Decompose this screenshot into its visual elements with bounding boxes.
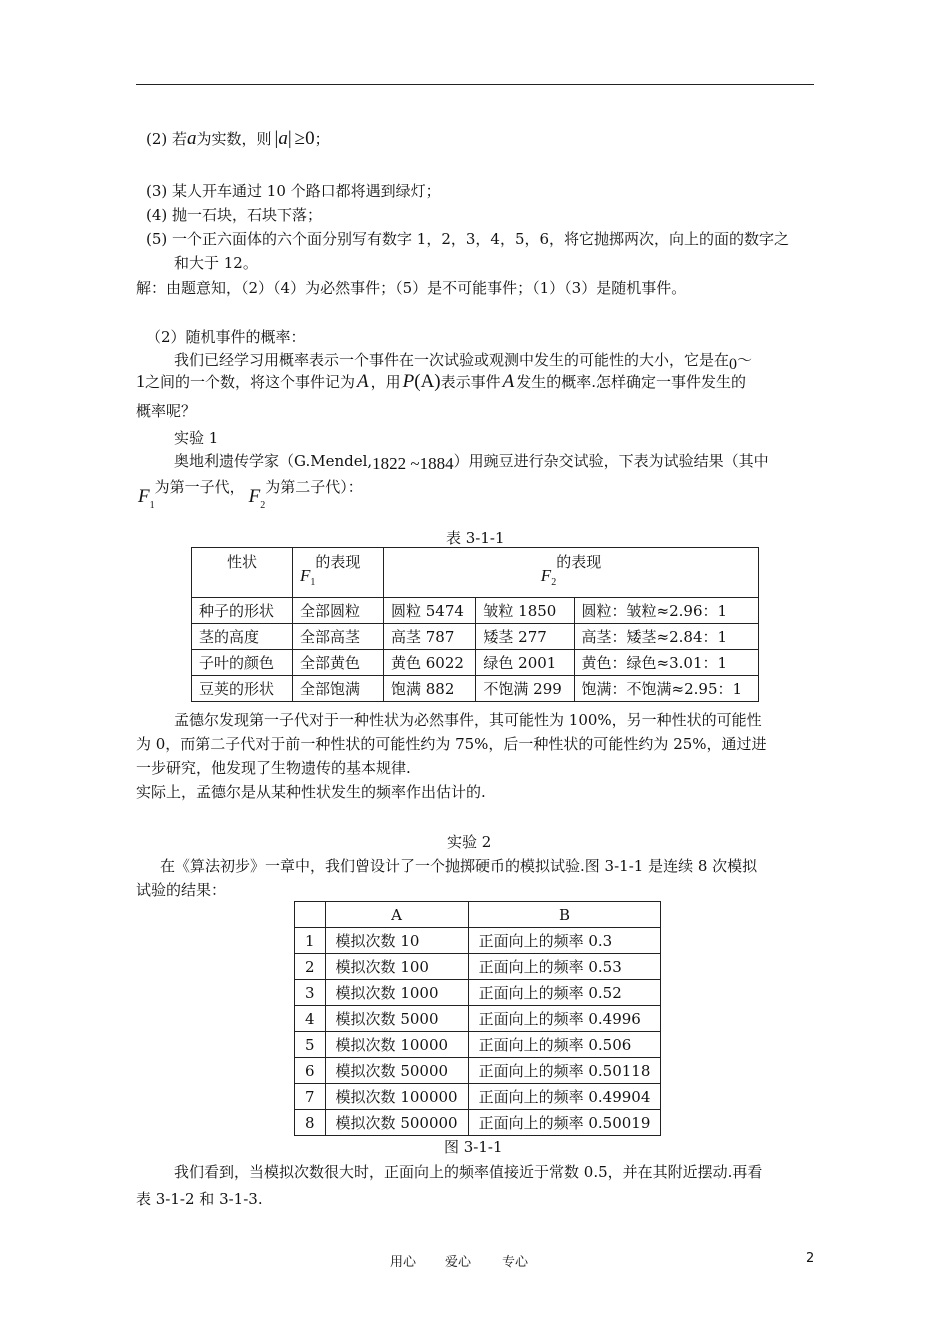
para-text: 之间的一个数，将这个事件记为 [145, 373, 356, 391]
exp1-years: 1822 ~1884 [372, 454, 454, 473]
item-2-end: ； [314, 130, 330, 148]
table-cell: 子叶的颜色 [192, 650, 293, 676]
table-cell: 不饱满 299 [476, 676, 574, 702]
exp1-text: 奥地利遗传学家（G.Mendel, [174, 452, 373, 470]
table-cell: 模拟次数 100000 [325, 1084, 468, 1110]
math-f2: F [248, 486, 261, 507]
table-row [295, 980, 661, 1006]
para-text: 表示事件 [440, 373, 501, 391]
header-f1 [293, 548, 384, 598]
table-cell: 圆粒 5474 [384, 598, 476, 624]
row-number: 4 [295, 1006, 326, 1032]
math-f2-sub: 2 [260, 500, 266, 511]
item-2-prefix: (2) 若 [146, 130, 188, 148]
math-f1-header: F [300, 566, 311, 585]
table-cell: 正面向上的频率 0.49904 [468, 1084, 661, 1110]
table1-caption: 表 3-1-1 [446, 529, 505, 547]
math-f1-header-sub: 1 [310, 577, 316, 588]
math-p: P [402, 371, 415, 392]
exp1-conclusion-line1: 孟德尔发现第一子代对于一种性状为必然事件，其可能性为 100%，另一种性状的可能性 [174, 711, 762, 729]
table-row [295, 1084, 661, 1110]
item-4: (4) 抛一石块，石块下落； [146, 206, 323, 224]
row-number: 5 [295, 1032, 326, 1058]
row-number: 3 [295, 980, 326, 1006]
table-row [295, 1110, 661, 1136]
exp1-text: ）用豌豆进行杂交试验，下表为试验结果（其中 [453, 452, 769, 470]
exp2-conclusion-line1: 我们看到，当模拟次数很大时，正面向上的频率值接近于常数 0.5，并在其附近摆动.再看 [174, 1163, 763, 1181]
table-cell: 圆粒：皱粒≈2.96：1 [574, 598, 758, 624]
table-row [192, 598, 759, 624]
table-cell: 正面向上的频率 0.53 [468, 954, 661, 980]
footer-motto-3: 专心 [502, 1255, 529, 1270]
section-para-line3: 概率呢？ [136, 402, 197, 420]
exp1-text: 为第一子代， [154, 478, 245, 496]
para-text: 发生的概率.怎样确定一事件发生的 [516, 373, 747, 391]
table-cell: 高茎：矮茎≈2.84：1 [574, 624, 758, 650]
para-text: 我们已经学习用概率表示一个事件在一次试验或观测中发生的可能性的大小，它是在 [174, 351, 730, 369]
table-cell: 绿色 2001 [476, 650, 574, 676]
table-cell: 黄色：绿色≈3.01：1 [574, 650, 758, 676]
math-pa: (A) [414, 371, 441, 392]
math-event-a: A [357, 371, 369, 392]
table-cell: 皱粒 1850 [476, 598, 574, 624]
para-text: ，用 [370, 373, 401, 391]
item-2: (2) 若a为实数，则 |a| ≥0； [146, 128, 330, 149]
math-zero: 0 [729, 356, 738, 373]
table-cell: 模拟次数 5000 [325, 1006, 468, 1032]
table-cell: 茎的高度 [192, 624, 293, 650]
table-cell: 正面向上的频率 0.4996 [468, 1006, 661, 1032]
math-f2-header: F [540, 566, 552, 585]
table-cell: 矮茎 277 [476, 624, 574, 650]
table-cell: 正面向上的频率 0.50118 [468, 1058, 661, 1084]
exp1-title: 实验 1 [174, 429, 219, 447]
header-f2 [384, 548, 759, 598]
math-f2-header-sub: 2 [551, 577, 557, 588]
item-5-line2: 和大于 12。 [174, 254, 258, 272]
table-cell: 模拟次数 50000 [325, 1058, 468, 1084]
exp1-conclusion-line2: 为 0，而第二子代对于前一种性状的可能性约为 75%，后一种性状的可能性约为 25%，通过进 [136, 735, 767, 753]
math-tilde: ～ [737, 351, 753, 369]
table-3-1-1 [191, 547, 759, 702]
table-cell: 高茎 787 [384, 624, 476, 650]
table-cell: 正面向上的频率 0.506 [468, 1032, 661, 1058]
header-f2-text: 的表现 [556, 553, 602, 571]
exp2-conclusion-line2: 表 3-1-2 和 3-1-3. [136, 1190, 263, 1208]
row-number: 2 [295, 954, 326, 980]
table-cell: 正面向上的频率 0.50019 [468, 1110, 661, 1136]
table-cell: 饱满：不饱满≈2.95：1 [574, 676, 758, 702]
exp1-line2 [138, 476, 363, 511]
figure-3-1-1-table [294, 901, 661, 1136]
exp2-line1: 在《算法初步》一章中，我们曾设计了一个抛掷硬币的模拟试验.图 3-1-1 是连续 8 次模拟 [160, 857, 758, 875]
table2-header-row [295, 902, 661, 928]
item-2-middle: 为实数，则 [196, 130, 272, 148]
item-3: (3) 某人开车通过 10 个路口都将遇到绿灯； [146, 182, 441, 200]
column-b-header: B [468, 902, 661, 928]
header-rule [136, 84, 814, 85]
table-row [295, 954, 661, 980]
table-cell: 正面向上的频率 0.3 [468, 928, 661, 954]
table-cell: 正面向上的频率 0.52 [468, 980, 661, 1006]
table-cell: 饱满 882 [384, 676, 476, 702]
table-cell: 模拟次数 500000 [325, 1110, 468, 1136]
table-cell: 模拟次数 10000 [325, 1032, 468, 1058]
page-number: 2 [806, 1251, 815, 1266]
header-f1-text: 的表现 [315, 553, 361, 571]
table-cell: 模拟次数 100 [325, 954, 468, 980]
table-row [295, 1058, 661, 1084]
footer-motto-2: 爱心 [445, 1255, 472, 1270]
table-row [192, 624, 759, 650]
table-cell: 全部饱满 [293, 676, 384, 702]
table-cell: 模拟次数 1000 [325, 980, 468, 1006]
header-trait: 性状 [192, 548, 293, 598]
item-2-relation: ≥0 [294, 128, 315, 149]
table1-header-row [192, 548, 759, 598]
exp1-line1 [174, 450, 769, 474]
exp1-conclusion-line4: 实际上，孟德尔是从某种性状发生的频率作出估计的. [136, 783, 486, 801]
exp1-text: 为第二子代）： [265, 478, 363, 496]
table-row [192, 650, 759, 676]
table-row [295, 928, 661, 954]
math-one: 1 [136, 371, 145, 391]
footer-motto-1: 用心 [390, 1255, 417, 1270]
item-2-variable: a [187, 128, 197, 149]
row-number: 7 [295, 1084, 326, 1110]
table-cell: 全部黄色 [293, 650, 384, 676]
row-number: 6 [295, 1058, 326, 1084]
table-row [295, 1032, 661, 1058]
section-para-line2 [136, 371, 746, 393]
exp2-title: 实验 2 [447, 833, 492, 851]
row-number: 1 [295, 928, 326, 954]
table-row [192, 676, 759, 702]
figure-caption: 图 3-1-1 [444, 1138, 503, 1156]
column-a-header: A [325, 902, 468, 928]
solution: 解：由题意知，（2）（4）为必然事件；（5）是不可能事件；（1）（3）是随机事件。 [136, 279, 687, 297]
table-cell-corner [295, 902, 326, 928]
exp2-line2: 试验的结果： [136, 881, 227, 899]
table-cell: 全部高茎 [293, 624, 384, 650]
item-2-abs-value: a [278, 128, 288, 149]
math-f1: F [138, 486, 150, 507]
section-heading: （2）随机事件的概率： [146, 328, 306, 346]
table-cell: 种子的形状 [192, 598, 293, 624]
table-cell: 模拟次数 10 [325, 928, 468, 954]
math-f1-sub: 1 [149, 500, 155, 511]
table-row [295, 1006, 661, 1032]
item-5-line1: (5) 一个正六面体的六个面分别写有数字 1，2，3，4，5，6，将它抛掷两次，向上的面的数字之 [146, 230, 790, 248]
exp1-conclusion-line3: 一步研究，他发现了生物遗传的基本规律. [136, 759, 411, 777]
table-cell: 全部圆粒 [293, 598, 384, 624]
table-cell: 黄色 6022 [384, 650, 476, 676]
row-number: 8 [295, 1110, 326, 1136]
table-cell: 豆荚的形状 [192, 676, 293, 702]
math-event-a2: A [502, 371, 515, 392]
